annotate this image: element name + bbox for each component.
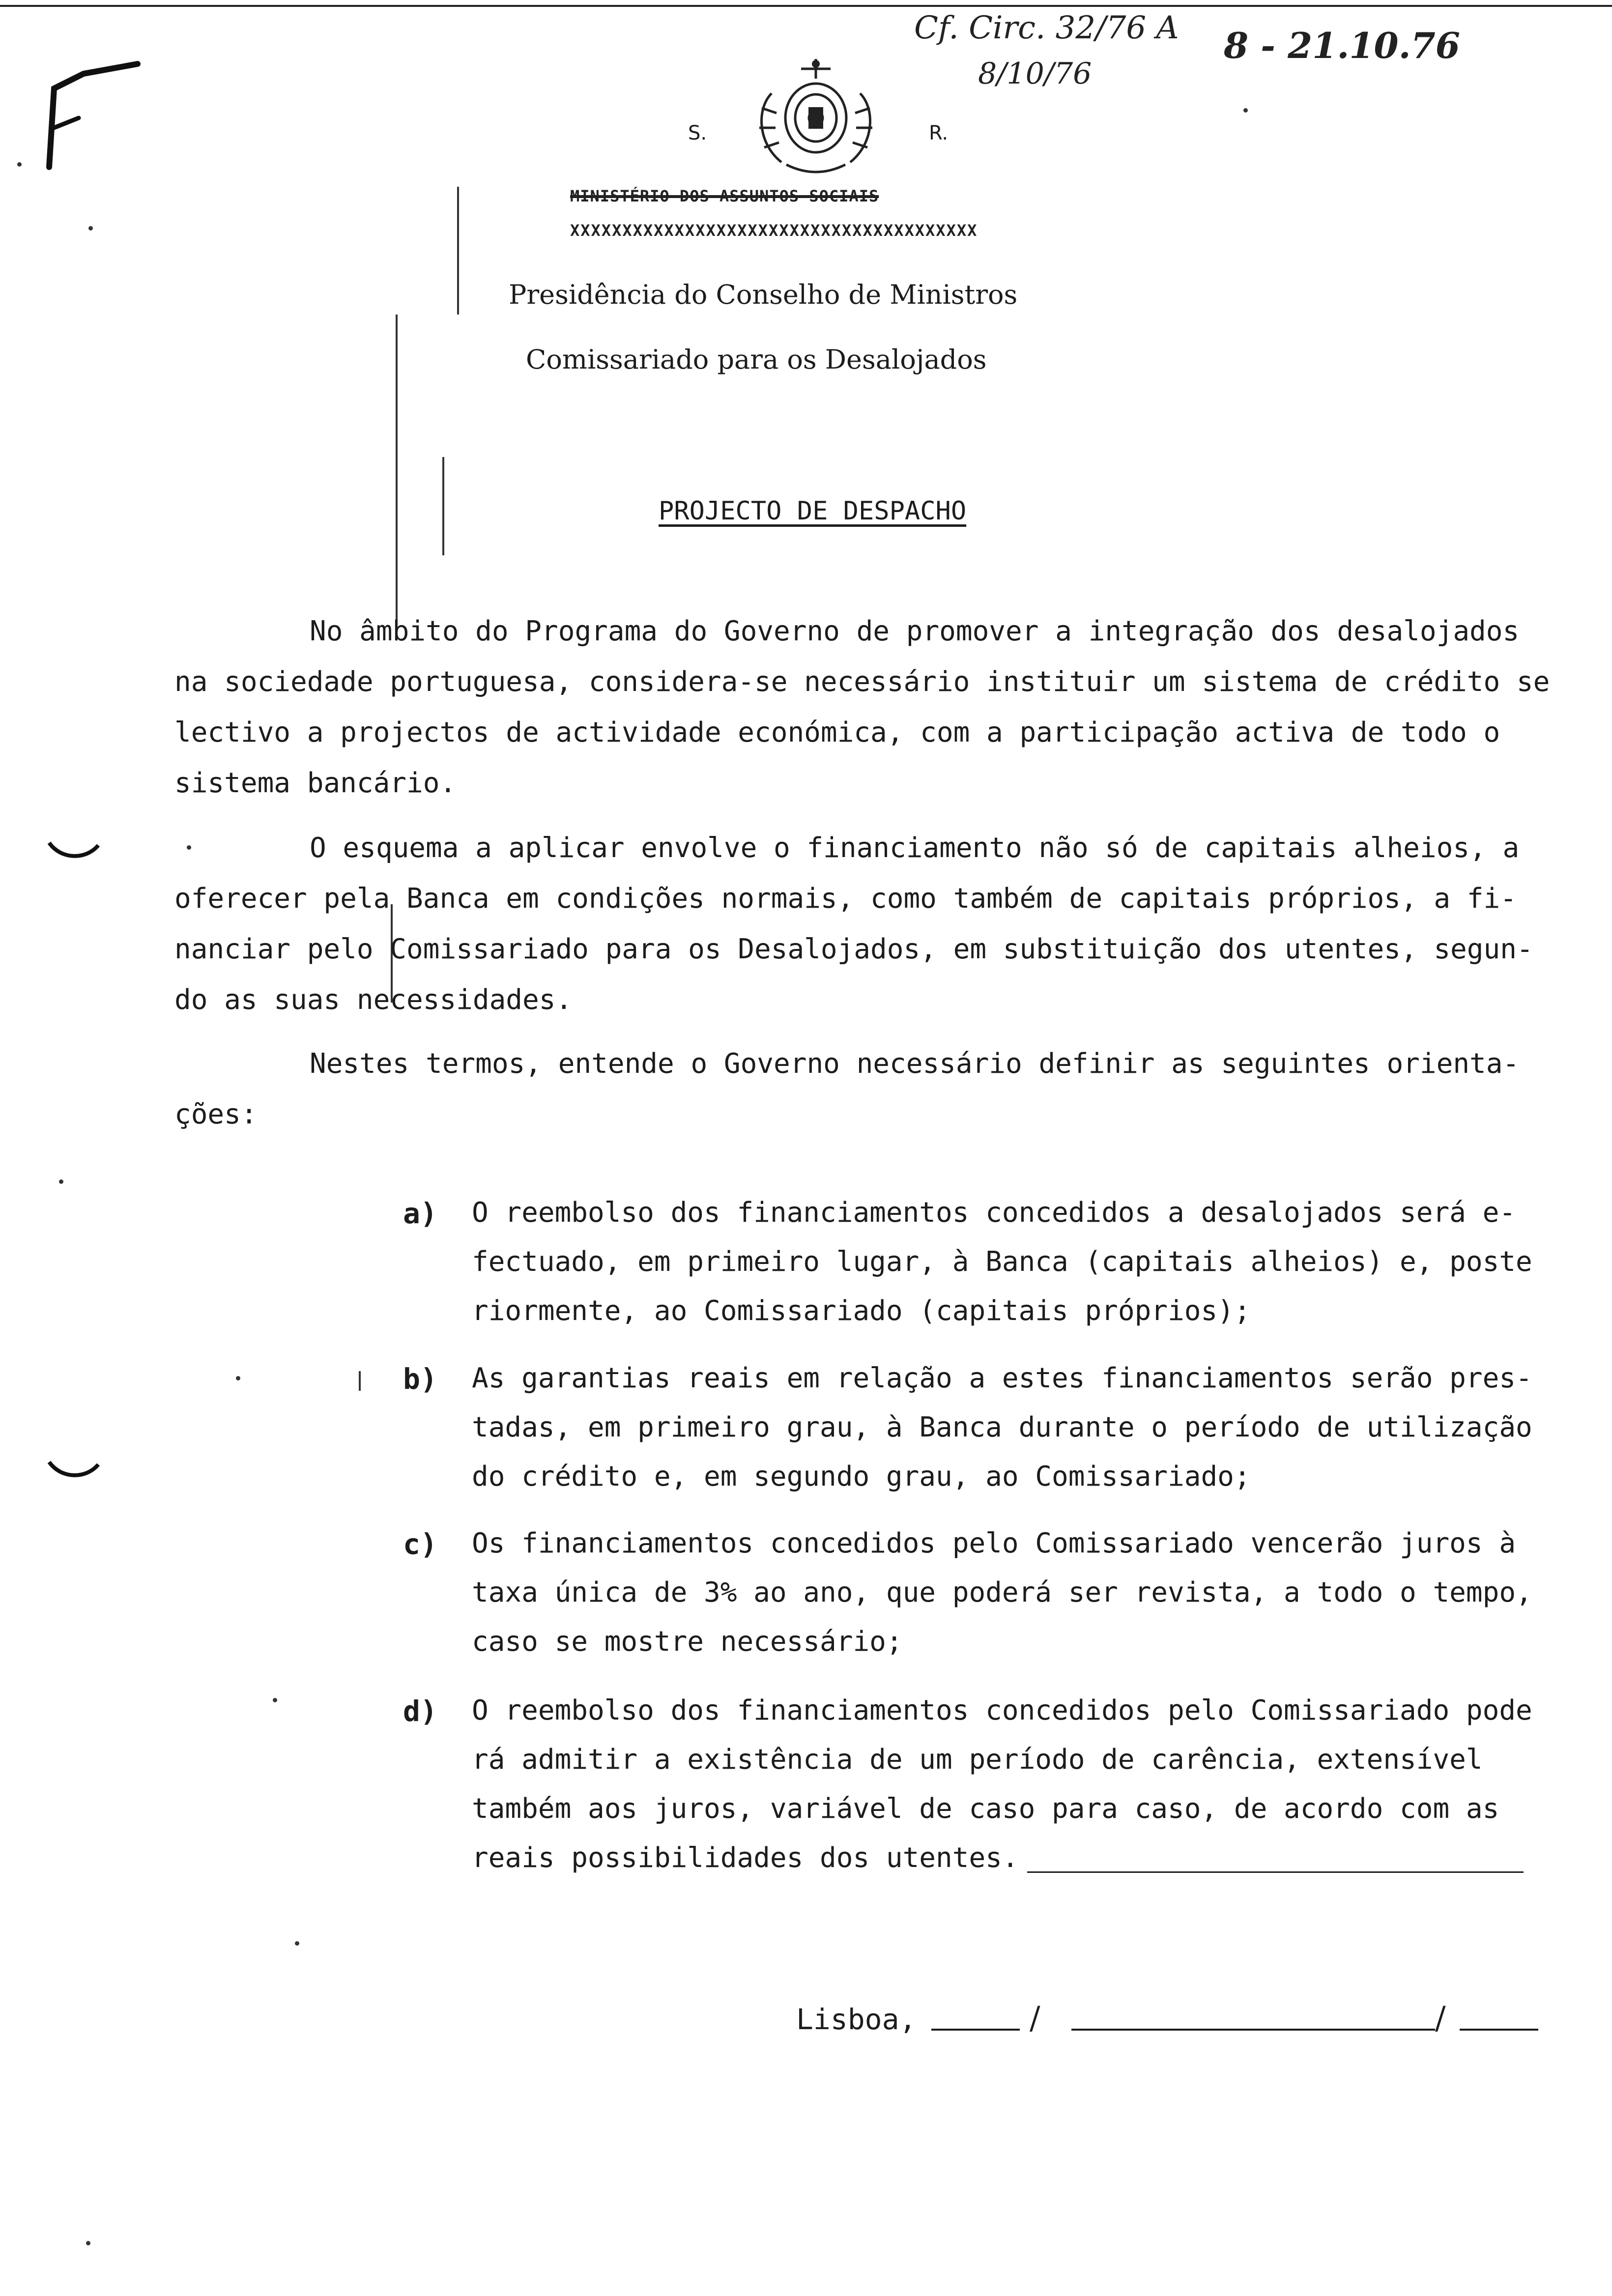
item-label: c) bbox=[403, 1527, 437, 1561]
paragraph-line: na sociedade portuguesa, considera-se necessário instituir um sistema de crédito se bbox=[174, 666, 1550, 698]
handwritten-reference-date: 8/10/76 bbox=[978, 57, 1092, 91]
margin-mark bbox=[457, 187, 459, 315]
item-line: rá admitir a existência de um período de carência, extensível bbox=[472, 1744, 1483, 1776]
item-label: d) bbox=[403, 1694, 437, 1728]
paragraph-line: oferecer pela Banca em condições normais, como também de capitais próprios, a fi- bbox=[174, 883, 1517, 915]
letterhead-commissariat: Comissariado para os Desalojados bbox=[526, 344, 987, 375]
struck-ministry-line: MINISTÉRIO DOS ASSUNTOS SOCIAIS bbox=[570, 187, 879, 205]
letterhead-right-letter: R. bbox=[929, 122, 949, 144]
paragraph-line: lectivo a projectos de actividade económica, com a participação activa de todo o bbox=[174, 717, 1500, 748]
speck bbox=[1243, 108, 1248, 113]
item-line: do crédito e, em segundo grau, ao Comissariado; bbox=[472, 1461, 1251, 1492]
paragraph-line: sistema bancário. bbox=[174, 767, 457, 799]
item-line: O reembolso dos financiamentos concedidos a desalojados será e- bbox=[472, 1197, 1516, 1229]
margin-mark bbox=[359, 1371, 361, 1391]
item-label: b) bbox=[403, 1362, 437, 1396]
year-blank bbox=[1460, 2029, 1538, 2031]
speck bbox=[187, 845, 191, 850]
day-blank bbox=[931, 2029, 1020, 2031]
speck bbox=[86, 2241, 90, 2245]
item-line: Os financiamentos concedidos pelo Comissariado vencerão juros à bbox=[472, 1527, 1516, 1559]
item-line: taxa única de 3% ao ano, que poderá ser revista, a todo o tempo, bbox=[472, 1577, 1532, 1608]
paragraph-line: No âmbito do Programa do Governo de promover a integração dos desalojados bbox=[310, 615, 1520, 647]
item-line: As garantias reais em relação a estes financiamentos serão pres- bbox=[472, 1362, 1532, 1394]
margin-hole-mark bbox=[47, 835, 101, 865]
date-place: Lisboa, bbox=[796, 2003, 917, 2036]
item-line: fectuado, em primeiro lugar, à Banca (capitais alheios) e, poste bbox=[472, 1246, 1532, 1278]
date-separator: / bbox=[1030, 2000, 1040, 2037]
item-line: caso se mostre necessário; bbox=[472, 1626, 903, 1658]
paragraph-line: nanciar pelo Comissariado para os Desalojados, em substituição dos utentes, segun- bbox=[174, 933, 1533, 965]
item-line: O reembolso dos financiamentos concedidos pelo Comissariado pode bbox=[472, 1694, 1532, 1726]
speck bbox=[273, 1698, 277, 1702]
speck bbox=[295, 1941, 299, 1946]
paragraph-line: ções: bbox=[174, 1098, 258, 1130]
speck bbox=[236, 1376, 240, 1380]
item-line: também aos juros, variável de caso para caso, de acordo com as bbox=[472, 1793, 1499, 1825]
paragraph-line: do as suas necessidades. bbox=[174, 984, 573, 1016]
margin-mark bbox=[442, 457, 444, 555]
month-blank bbox=[1071, 2029, 1435, 2031]
coat-of-arms-icon bbox=[742, 49, 890, 177]
page-top-border bbox=[0, 0, 1612, 7]
letterhead-left-letter: S. bbox=[688, 122, 707, 144]
handwritten-reference: Cf. Circ. 32/76 A bbox=[914, 10, 1179, 46]
handwritten-check-mark bbox=[20, 44, 177, 201]
item-line: riormente, ao Comissariado (capitais próprios); bbox=[472, 1295, 1251, 1327]
paragraph-line: Nestes termos, entende o Governo necessário definir as seguintes orienta- bbox=[310, 1048, 1520, 1080]
speck bbox=[59, 1179, 63, 1184]
stamp-date: 8 - 21.10.76 bbox=[1224, 25, 1460, 66]
date-separator: / bbox=[1435, 2000, 1446, 2037]
document-title: PROJECTO DE DESPACHO bbox=[659, 496, 967, 526]
speck bbox=[88, 226, 93, 230]
closing-rule bbox=[1027, 1871, 1524, 1873]
paragraph-line: O esquema a aplicar envolve o financiamento não só de capitais alheios, a bbox=[310, 832, 1520, 864]
item-line: reais possibilidades dos utentes. bbox=[472, 1842, 1019, 1874]
item-label: a) bbox=[403, 1197, 437, 1230]
margin-hole-mark bbox=[47, 1455, 101, 1484]
letterhead-presidency: Presidência do Conselho de Ministros bbox=[509, 279, 1018, 310]
struck-filler-line: XXXXXXXXXXXXXXXXXXXXXXXXXXXXXXXXXXXXXXX bbox=[570, 221, 978, 240]
margin-mark bbox=[396, 315, 398, 639]
speck bbox=[17, 162, 22, 167]
item-line: tadas, em primeiro grau, à Banca durante o período de utilização bbox=[472, 1411, 1532, 1443]
